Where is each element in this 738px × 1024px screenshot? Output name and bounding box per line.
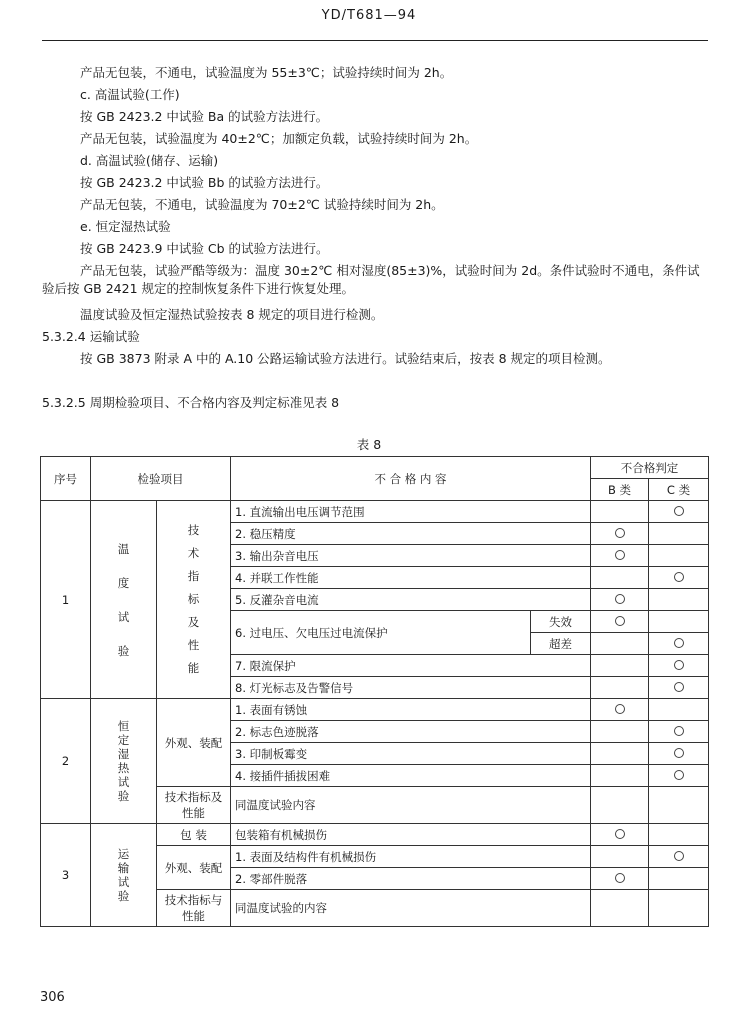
header-judge: 不合格判定 — [591, 457, 709, 479]
table-row: 2. 零部件脱落 — [231, 868, 591, 890]
mark-circle — [615, 528, 625, 538]
mark-circle — [674, 748, 684, 758]
heading-c: c. 高温试验(工作) — [80, 87, 180, 102]
mark-circle — [674, 660, 684, 670]
mark-circle — [615, 616, 625, 626]
group2-sub-spec: 技术指标及性能 — [157, 787, 231, 824]
header-content: 不 合 格 内 容 — [231, 457, 591, 501]
table-8 — [40, 456, 709, 927]
sub-failure: 失效 — [531, 611, 591, 633]
table-row: 1. 表面及结构件有机械损伤 — [231, 846, 591, 868]
mark-circle — [674, 726, 684, 736]
mark-circle — [615, 704, 625, 714]
table-row: 1. 表面有锈蚀 — [231, 699, 591, 721]
group1-sub: 技 术 指 标 及 性 能 — [157, 501, 231, 699]
mark-circle — [674, 682, 684, 692]
table-row: 2. 稳压精度 — [231, 523, 591, 545]
para-line-1: 产品无包装，不通电，试验温度为 55±3℃；试验持续时间为 2h。 — [80, 65, 453, 80]
group1-no: 1 — [41, 501, 91, 699]
group3-name: 运 输 试 验 — [91, 824, 157, 927]
table-row: 3. 印制板霉变 — [231, 743, 591, 765]
header-no: 序号 — [41, 457, 91, 501]
mark-circle — [615, 594, 625, 604]
para-line-4: 产品无包装，试验温度为 40±2℃；加额定负载，试验持续时间为 2h。 — [80, 131, 478, 146]
heading-e: e. 恒定湿热试验 — [80, 219, 171, 234]
table-caption: 表 8 — [356, 437, 382, 452]
group3-sub-spec: 技术指标与性能 — [157, 890, 231, 927]
table-row: 6. 过电压、欠电压过电流保护 — [231, 611, 531, 655]
table-row: 1. 直流输出电压调节范围 — [231, 501, 591, 523]
table-row: 4. 并联工作性能 — [231, 567, 591, 589]
table-row: 同温度试验内容 — [231, 787, 591, 824]
mark-circle — [615, 873, 625, 883]
sub-out-of-tolerance: 超差 — [531, 633, 591, 655]
mark-circle — [674, 770, 684, 780]
heading-d: d. 高温试验(储存、运输) — [80, 153, 219, 168]
page-number: 306 — [40, 990, 65, 1005]
section-5-3-2-4: 5.3.2.4 运输试验 — [42, 329, 140, 344]
group1-name: 温 度 试 验 — [91, 501, 157, 699]
para-line-6: 按 GB 2423.2 中试验 Bb 的试验方法进行。 — [80, 175, 329, 190]
para-line-10: 产品无包装，试验严酷等级为：温度 30±2℃ 相对湿度(85±3)%，试验时间为 2d。条件试验时不通电，条件试验后按 GB 2421 规定的控制恢复条件下进行恢复处理。 — [42, 263, 700, 296]
mark-circle — [615, 829, 625, 839]
group3-sub-packing: 包 装 — [157, 824, 231, 846]
table-row: 5. 反灌杂音电流 — [231, 589, 591, 611]
para-line-11: 温度试验及恒定湿热试验按表 8 规定的项目进行检测。 — [80, 307, 384, 322]
group3-no: 3 — [41, 824, 91, 927]
para-line-7: 产品无包装，不通电，试验温度为 70±2℃ 试验持续时间为 2h。 — [80, 197, 444, 212]
table-row: 7. 限流保护 — [231, 655, 591, 677]
header-rule — [42, 40, 708, 41]
table-row: 2. 标志色迹脱落 — [231, 721, 591, 743]
mark-circle — [674, 506, 684, 516]
table-row: 同温度试验的内容 — [231, 890, 591, 927]
mark-circle — [674, 638, 684, 648]
header-b-class: B 类 — [591, 479, 649, 501]
group2-no: 2 — [41, 699, 91, 824]
group3-sub-appearance: 外观、装配 — [157, 846, 231, 890]
mark-circle — [674, 851, 684, 861]
para-line-9: 按 GB 2423.9 中试验 Cb 的试验方法进行。 — [80, 241, 329, 256]
mark-circle — [674, 572, 684, 582]
table-row: 8. 灯光标志及告警信号 — [231, 677, 591, 699]
table-row: 3. 输出杂音电压 — [231, 545, 591, 567]
para-line-13: 按 GB 3873 附录 A 中的 A.10 公路运输试验方法进行。试验结束后，按表 8 规定的项目检测。 — [80, 351, 611, 366]
header-item: 检验项目 — [91, 457, 231, 501]
table-row: 包装箱有机械损伤 — [231, 824, 591, 846]
header-c-class: C 类 — [649, 479, 709, 501]
running-header: YD/T681—94 — [321, 8, 417, 23]
para-line-3: 按 GB 2423.2 中试验 Ba 的试验方法进行。 — [80, 109, 329, 124]
section-5-3-2-5: 5.3.2.5 周期检验项目、不合格内容及判定标准见表 8 — [42, 395, 340, 410]
group2-name: 恒 定 湿 热 试 验 — [91, 699, 157, 824]
mark-circle — [615, 550, 625, 560]
group2-sub-appearance: 外观、装配 — [157, 699, 231, 787]
table-row: 4. 接插件插拔困难 — [231, 765, 591, 787]
